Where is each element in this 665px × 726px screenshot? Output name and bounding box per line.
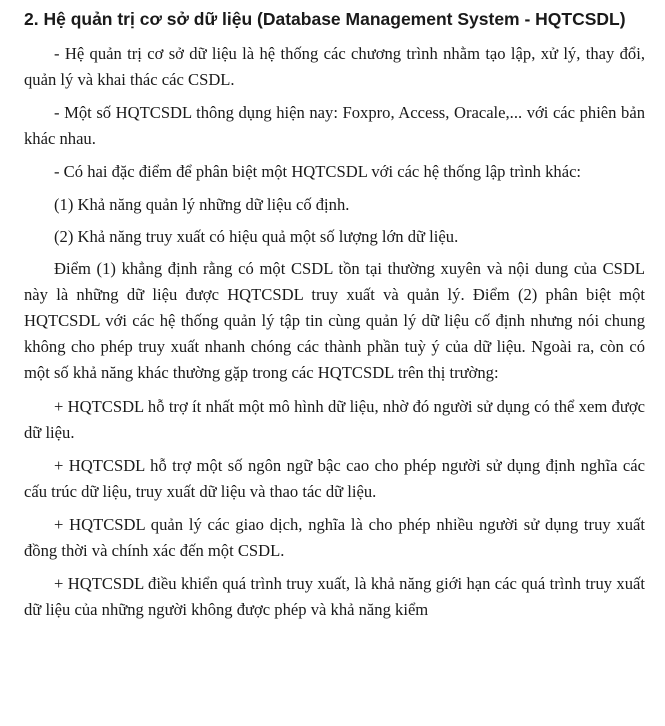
paragraph-two-features: - Có hai đặc điểm để phân biệt một HQTCSDL với các hệ thống lập trình khác:	[54, 162, 582, 181]
paragraph-common-systems: - Một số HQTCSDL thông dụng hiện nay: Foxpro, Access, Oracale,... với các phiên bản khác nhau.	[24, 103, 645, 148]
paragraph-definition: - Hệ quản trị cơ sở dữ liệu là hệ thống các chương trình nhằm tạo lập, xử lý, thay đổi, quản lý và khai thác các CSDL.	[24, 44, 645, 89]
paragraph-explanation: Điểm (1) khẳng định rằng có một CSDL tồn tại thường xuyên và nội dung của CSDL này là những dữ liệu được HQTCSDL truy xuất và quản lý. Điểm (2) phân biệt một HQTCSDL với các hệ thống quản lý tập tin cùng quản lý dữ liệu cố định nhưng nói chung không cho phép truy xuất nhanh chóng các thành phần tuỳ ý của dữ liệu. Ngoài ra, còn có một số khả năng khác thường gặp trong các HQTCSDL trên thị trường:	[24, 259, 645, 382]
list-item-feature-1: (1) Khả năng quản lý những dữ liệu cố định.	[54, 195, 350, 214]
section-heading: 2. Hệ quản trị cơ sở dữ liệu (Database Management System - HQTCSDL)	[24, 9, 626, 29]
list-item-feature-2: (2) Khả năng truy xuất có hiệu quả một số lượng lớn dữ liệu.	[54, 227, 459, 246]
bullet-access-control: + HQTCSDL điều khiển quá trình truy xuất, là khả năng giới hạn các quá trình truy xuất dữ liệu của những người không được phép và khả năng kiểm	[24, 574, 645, 619]
bullet-data-model: + HQTCSDL hỗ trợ ít nhất một mô hình dữ liệu, nhờ đó người sử dụng có thể xem được dữ liệu.	[24, 397, 645, 442]
bullet-transactions: + HQTCSDL quản lý các giao dịch, nghĩa là cho phép nhiều người sử dụng truy xuất đồng thời và chính xác đến một CSDL.	[24, 515, 645, 560]
bullet-high-level-language: + HQTCSDL hỗ trợ một số ngôn ngữ bậc cao cho phép người sử dụng định nghĩa các cấu trúc dữ liệu, truy xuất dữ liệu và thao tác dữ liệu.	[24, 456, 645, 501]
document-page	[24, 6, 645, 630]
